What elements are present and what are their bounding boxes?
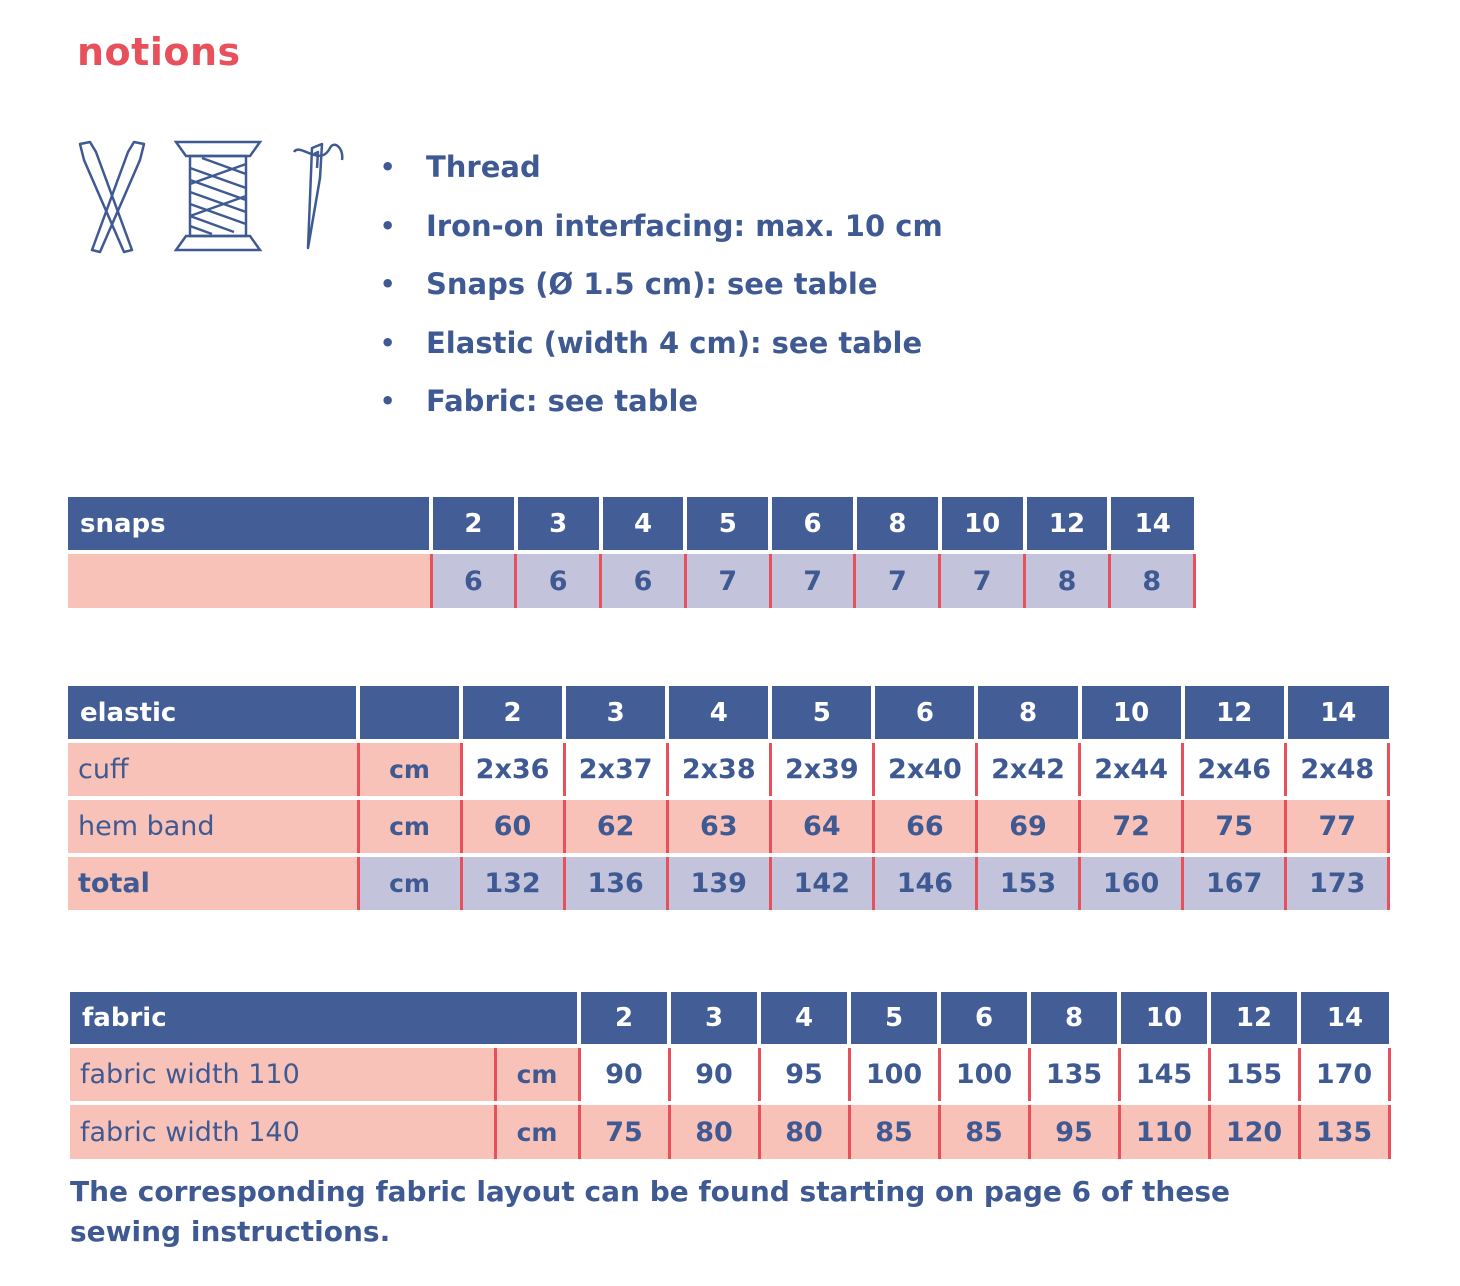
scissors-icon — [72, 138, 152, 254]
table-cell: 2x37 — [564, 741, 667, 798]
table-cell: 69 — [976, 798, 1079, 855]
table-cell: 135 — [1029, 1046, 1119, 1103]
table-cell: 77 — [1286, 798, 1389, 855]
table-cell: 62 — [564, 798, 667, 855]
unit-header — [358, 686, 461, 741]
size-header: 4 — [759, 992, 849, 1046]
size-header: 2 — [461, 686, 564, 741]
size-header: 12 — [1209, 992, 1299, 1046]
row-label: total — [68, 855, 358, 910]
size-header: 3 — [516, 497, 601, 552]
elastic-table — [68, 686, 1390, 910]
row-label: fabric width 140 — [70, 1103, 495, 1159]
size-header: 10 — [940, 497, 1025, 552]
table-cell: 6 — [516, 552, 601, 608]
table-cell: 7 — [770, 552, 855, 608]
size-header: 14 — [1286, 686, 1389, 741]
table-cell: 80 — [759, 1103, 849, 1159]
table-header: elastic — [68, 686, 358, 741]
unit-cell: cm — [358, 741, 461, 798]
notions-list — [380, 138, 943, 431]
table-cell: 85 — [939, 1103, 1029, 1159]
size-header: 5 — [685, 497, 770, 552]
size-header: 10 — [1119, 992, 1209, 1046]
table-cell: 142 — [770, 855, 873, 910]
table-cell: 90 — [579, 1046, 669, 1103]
unit-cell: cm — [358, 855, 461, 910]
table-cell: 95 — [1029, 1103, 1119, 1159]
table-cell: 90 — [669, 1046, 759, 1103]
row-label-cell — [68, 552, 431, 608]
table-cell: 8 — [1025, 552, 1110, 608]
table-cell: 80 — [669, 1103, 759, 1159]
table-cell: 170 — [1299, 1046, 1389, 1103]
size-header: 5 — [770, 686, 873, 741]
size-header: 3 — [669, 992, 759, 1046]
size-header: 6 — [939, 992, 1029, 1046]
table-cell: 139 — [667, 855, 770, 910]
list-item: • Iron-on interfacing: max. 10 cm — [380, 208, 943, 243]
table-cell: 2x42 — [976, 741, 1079, 798]
table-cell: 7 — [940, 552, 1025, 608]
size-header: 2 — [579, 992, 669, 1046]
table-cell: 132 — [461, 855, 564, 910]
table-cell: 75 — [1183, 798, 1286, 855]
table-cell: 160 — [1080, 855, 1183, 910]
table-cell: 8 — [1109, 552, 1194, 608]
table-cell: 75 — [579, 1103, 669, 1159]
list-item: • Thread — [380, 150, 541, 185]
list-item: • Elastic (width 4 cm): see table — [380, 325, 923, 360]
table-cell: 6 — [601, 552, 686, 608]
size-header: 12 — [1025, 497, 1110, 552]
table-cell: 6 — [431, 552, 516, 608]
table-cell: 167 — [1183, 855, 1286, 910]
unit-cell: cm — [358, 798, 461, 855]
table-cell: 2x46 — [1183, 741, 1286, 798]
table-cell: 2x44 — [1080, 741, 1183, 798]
table-cell: 63 — [667, 798, 770, 855]
table-cell: 7 — [855, 552, 940, 608]
size-header: 6 — [770, 497, 855, 552]
size-header: 5 — [849, 992, 939, 1046]
table-cell: 2x38 — [667, 741, 770, 798]
size-header: 12 — [1183, 686, 1286, 741]
table-cell: 136 — [564, 855, 667, 910]
table-cell: 135 — [1299, 1103, 1389, 1159]
table-cell: 153 — [976, 855, 1079, 910]
table-cell: 100 — [849, 1046, 939, 1103]
size-header: 4 — [601, 497, 686, 552]
size-header: 8 — [855, 497, 940, 552]
size-header: 14 — [1109, 497, 1194, 552]
table-cell: 110 — [1119, 1103, 1209, 1159]
fabric-table — [70, 992, 1391, 1159]
table-cell: 145 — [1119, 1046, 1209, 1103]
footer-note: The corresponding fabric layout can be found starting on page 6 of these sewing instructions. — [70, 1175, 1231, 1248]
notions-icons — [72, 138, 352, 254]
row-label: hem band — [68, 798, 358, 855]
table-cell: 72 — [1080, 798, 1183, 855]
table-cell: 2x48 — [1286, 741, 1389, 798]
needle-icon — [290, 138, 350, 254]
unit-cell: cm — [495, 1046, 579, 1103]
table-cell: 2x36 — [461, 741, 564, 798]
table-cell: 64 — [770, 798, 873, 855]
row-label: cuff — [68, 741, 358, 798]
table-cell: 2x39 — [770, 741, 873, 798]
table-header: snaps — [68, 497, 431, 552]
table-cell: 146 — [873, 855, 976, 910]
size-header: 4 — [667, 686, 770, 741]
table-cell: 120 — [1209, 1103, 1299, 1159]
size-header: 6 — [873, 686, 976, 741]
size-header: 10 — [1080, 686, 1183, 741]
snaps-table — [68, 497, 1196, 608]
size-header: 3 — [564, 686, 667, 741]
table-cell: 155 — [1209, 1046, 1299, 1103]
row-label: fabric width 110 — [70, 1046, 495, 1103]
table-cell: 2x40 — [873, 741, 976, 798]
size-header: 2 — [431, 497, 516, 552]
size-header: 8 — [1029, 992, 1119, 1046]
list-item: • Snaps (Ø 1.5 cm): see table — [380, 267, 878, 302]
page-title: notions — [77, 30, 241, 74]
size-header: 8 — [976, 686, 1079, 741]
table-header: fabric — [70, 992, 579, 1046]
table-cell: 7 — [685, 552, 770, 608]
table-cell: 60 — [461, 798, 564, 855]
table-cell: 100 — [939, 1046, 1029, 1103]
unit-cell: cm — [495, 1103, 579, 1159]
size-header: 14 — [1299, 992, 1389, 1046]
table-cell: 66 — [873, 798, 976, 855]
thread-spool-icon — [172, 138, 264, 254]
table-cell: 173 — [1286, 855, 1389, 910]
table-cell: 85 — [849, 1103, 939, 1159]
list-item: • Fabric: see table — [380, 384, 699, 419]
table-cell: 95 — [759, 1046, 849, 1103]
